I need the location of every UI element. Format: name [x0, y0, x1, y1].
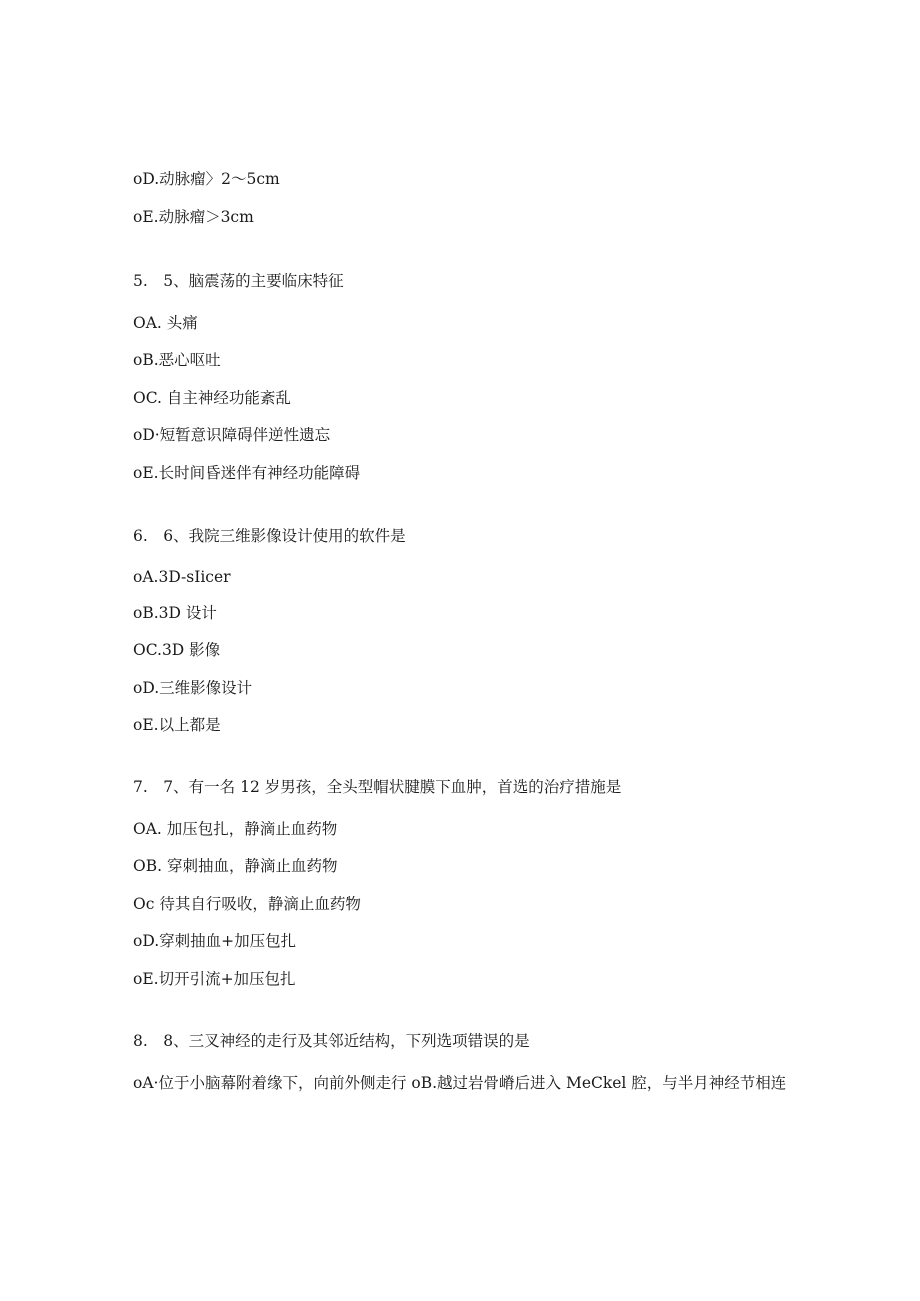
- q6-option-b: oB.3D 设计: [133, 604, 217, 622]
- q7-question: 7. 7、有一名 12 岁男孩，全头型帽状腱膜下血肿，首选的治疗措施是: [133, 778, 622, 796]
- q4-option-d: oD.动脉瘤〉2～5cm: [133, 170, 280, 188]
- q6-question: 6. 6、我院三维影像设计使用的软件是: [133, 527, 406, 545]
- q7-option-a: OA. 加压包扎，静滴止血药物: [133, 820, 338, 838]
- q8-question: 8. 8、三叉神经的走行及其邻近结构，下列选项错误的是: [133, 1032, 530, 1050]
- q5-option-e: oE.长时间昏迷伴有神经功能障碍: [133, 464, 361, 482]
- q5-option-c: OC. 自主神经功能紊乱: [133, 389, 291, 407]
- q5-option-d: oD·短暂意识障碍伴逆性遗忘: [133, 426, 331, 444]
- q6-option-a: oA.3D-sIicer: [133, 568, 231, 586]
- q7-option-b: OB. 穿刺抽血，静滴止血药物: [133, 857, 338, 875]
- q5-question: 5. 5、脑震荡的主要临床特征: [133, 272, 344, 290]
- q4-option-e: oE.动脉瘤＞3cm: [133, 208, 254, 226]
- q7-option-d: oD.穿刺抽血+加压包扎: [133, 932, 297, 950]
- q5-option-b: oB.恶心呕吐: [133, 351, 221, 369]
- q8-options-paragraph: oA·位于小脑幕附着缘下，向前外侧走行 oB.越过岩骨嵴后进入 MeCkel 腔，与半月神经节相连: [133, 1074, 787, 1092]
- q5-option-a: OA. 头痛: [133, 314, 198, 332]
- q7-option-e: oE.切开引流+加压包扎: [133, 970, 296, 988]
- q6-option-c: OC.3D 影像: [133, 641, 221, 659]
- q6-option-d: oD.三维影像设计: [133, 679, 253, 697]
- q6-option-e: oE.以上都是: [133, 716, 221, 734]
- q7-option-c: Oc 待其自行吸收，静滴止血药物: [133, 895, 361, 913]
